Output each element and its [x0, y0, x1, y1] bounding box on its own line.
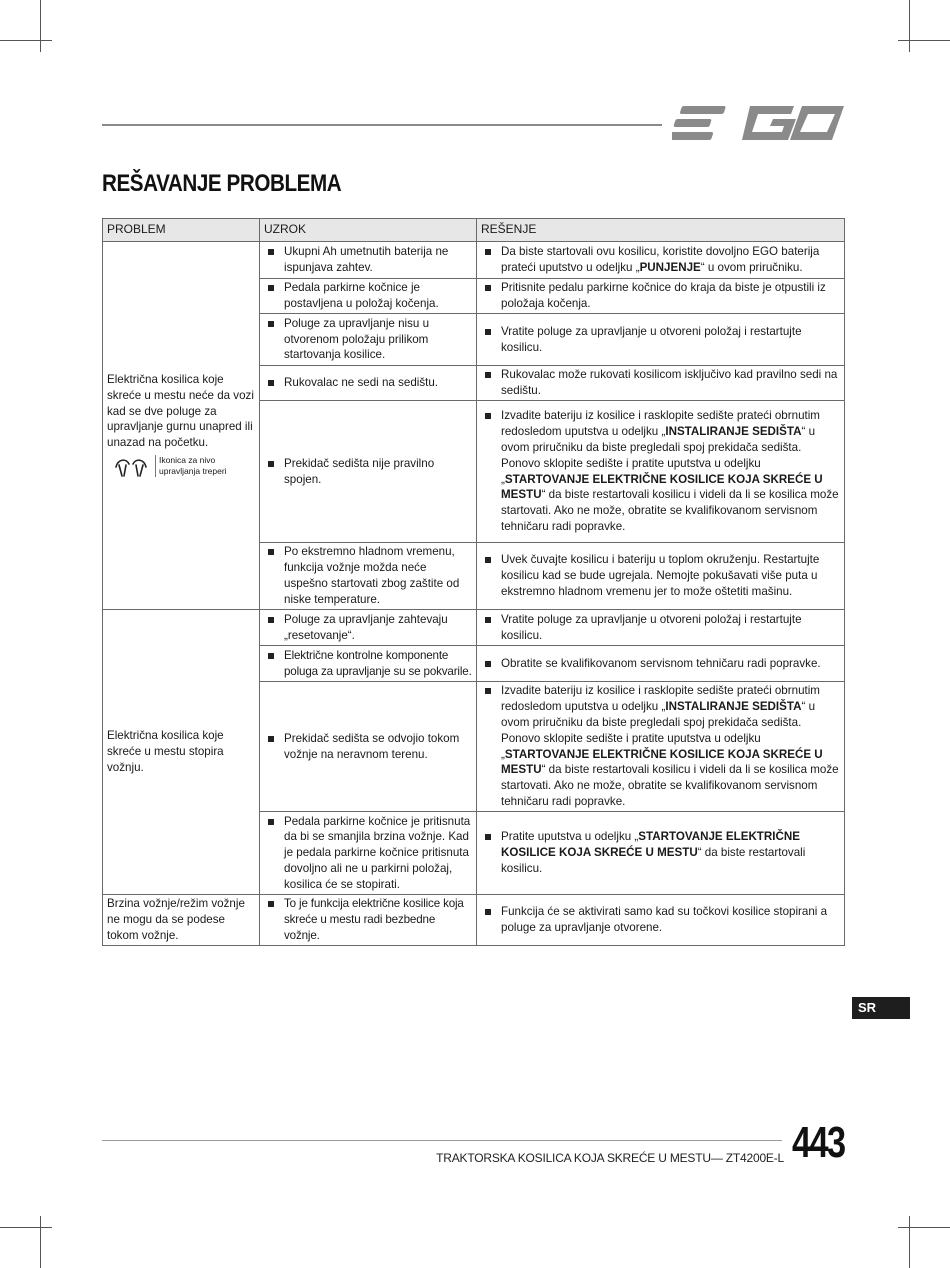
problem-text: Električna kosilica koje skreće u mestu stopira vožnju.	[107, 729, 224, 774]
solution-text: Funkcija će se aktivirati samo kad su točkovi kosilice stopirani a poluge za upravljanje otvorene.	[501, 905, 828, 934]
solution-cell	[477, 682, 845, 812]
crop-mark	[40, 1216, 41, 1268]
bullet-icon	[485, 372, 491, 378]
bullet-icon	[485, 285, 491, 291]
bullet-icon	[268, 380, 274, 386]
crop-mark	[898, 40, 950, 41]
bullet-icon	[485, 413, 491, 419]
cause-cell	[260, 646, 477, 682]
crop-mark	[909, 1216, 910, 1268]
bullet-icon	[485, 834, 491, 840]
cause-cell	[260, 682, 477, 812]
footer-rule	[102, 1140, 782, 1141]
problem-cell	[103, 610, 260, 895]
problem-cell	[103, 895, 260, 946]
bullet-icon	[485, 688, 491, 694]
page-title: REŠAVANJE PROBLEMA	[102, 170, 342, 197]
bullet-icon	[268, 653, 274, 659]
bullet-icon	[268, 819, 274, 825]
bullet-icon	[485, 557, 491, 563]
page-number: 443	[792, 1118, 845, 1167]
solution-text: Obratite se kvalifikovanom servisnom tehničaru radi popravke.	[501, 656, 821, 670]
bullet-icon	[268, 461, 274, 467]
solution-cell	[477, 401, 845, 543]
bullet-icon	[485, 249, 491, 255]
crop-mark	[0, 1227, 52, 1228]
table-row	[103, 242, 845, 279]
cause-cell	[260, 314, 477, 366]
solution-cell	[477, 646, 845, 682]
solution-text: Vratite poluge za upravljanje u otvoreni položaj i restartujte kosilicu.	[501, 324, 802, 354]
cause-text: Prekidač sedišta nije pravilno spojen.	[284, 456, 435, 486]
bullet-icon	[268, 321, 274, 327]
table-row	[103, 610, 845, 646]
bullet-icon	[268, 617, 274, 623]
header-cause: UZROK	[260, 219, 477, 242]
cause-text: To je funkcija električne kosilice koja skreće u mestu radi bezbedne vožnje.	[284, 897, 464, 942]
solution-cell	[477, 279, 845, 314]
cause-text: Poluge za upravljanje nisu u otvorenom položaju prilikom startovanja kosilice.	[284, 316, 430, 362]
solution-cell	[477, 314, 845, 366]
troubleshooting-table	[102, 218, 845, 946]
bullet-icon	[268, 285, 274, 291]
solution-cell	[477, 895, 845, 946]
bullet-icon	[485, 661, 491, 667]
solution-cell	[477, 812, 845, 895]
cause-cell	[260, 543, 477, 610]
bullet-icon	[268, 549, 274, 555]
solution-text: Rukovalac može rukovati kosilicom isključivo kad pravilno sedi na sedištu.	[501, 368, 838, 397]
cause-cell	[260, 610, 477, 646]
cause-cell	[260, 366, 477, 401]
cause-text: Pedala parkirne kočnice je pritisnuta da bi se smanjila brzina vožnje. Kad je pedala parkirne kočnice pritisnuta dovoljno ali ne u parkirni položaj, kosilica će se stopirati.	[284, 814, 471, 891]
header-problem: PROBLEM	[103, 219, 260, 242]
solution-text: Uvek čuvajte kosilicu i bateriju u toplom okruženju. Restartujte kosilicu kad se bude ugrejala. Nemojte pokušavati više puta u ekstremno hladnom vremenu jer to može oštetiti mašinu.	[501, 553, 820, 598]
problem-cell	[103, 242, 260, 610]
cause-cell	[260, 812, 477, 895]
bullet-icon	[485, 617, 491, 623]
cause-cell	[260, 279, 477, 314]
icon-note	[113, 455, 255, 479]
crop-mark	[0, 40, 52, 41]
table-row	[103, 895, 845, 946]
solution-cell	[477, 366, 845, 401]
cause-cell	[260, 242, 477, 279]
header-solution: REŠENJE	[477, 219, 845, 242]
footer-text: TRAKTORSKA KOSILICA KOJA SKREĆE U MESTU— ZT4200E-L	[436, 1151, 784, 1165]
bullet-icon	[485, 909, 491, 915]
table-header-row	[103, 219, 845, 242]
cause-text: Po ekstremno hladnom vremenu, funkcija vožnje možda neće uspešno startovati zbog zaštite od niske temperature.	[284, 545, 460, 606]
problem-text: Brzina vožnje/režim vožnje ne mogu da se podese tokom vožnje.	[107, 897, 245, 942]
bullet-icon	[268, 249, 274, 255]
cause-text: Rukovalac ne sedi na sedištu.	[284, 376, 439, 390]
solution-text: Izvadite bateriju iz kosilice i rasklopite sedište prateći obrnutim redosledom uputstva u odeljku „INSTALIRANJE SEDIŠTA“ u ovom priručniku da biste pregledali spoj prekidača sedišta. Ponovo sklopite sedište i pratite uputstva u odeljku „STARTOVANJE ELEKTRIČNE KOSILICE KOJA SKREĆE U MESTU“ da biste restartovali kosilicu i videli da li se kosilica može startovati. Ako ne može, obratite se kvalifikovanom servisnom tehničaru radi popravke.	[501, 409, 839, 533]
solution-cell	[477, 242, 845, 279]
solution-text: Pritisnite pedalu parkirne kočnice do kraja da biste je otpustili iz položaja kočenja.	[501, 281, 826, 310]
ego-logo	[672, 100, 844, 146]
cause-cell	[260, 895, 477, 946]
cause-text: Poluge za upravljanje zahtevaju „resetovanje“.	[284, 612, 448, 642]
bullet-icon	[268, 901, 274, 907]
crop-mark	[898, 1227, 950, 1228]
solution-text: Izvadite bateriju iz kosilice i rasklopite sedište prateći obrnutim redosledom uputstva u odeljku „INSTALIRANJE SEDIŠTA“ u ovom priručniku da biste pregledali spoj prekidača sedišta. Ponovo sklopite sedište i pratite uputstva u odeljku „STARTOVANJE ELEKTRIČNE KOSILICE KOJA SKREĆE U MESTU“ da biste restartovali kosilicu i videli da li se kosilica može startovati. Ako ne može, obratite se kvalifikovanom servisnom tehničaru radi popravke.	[501, 684, 839, 808]
solution-cell	[477, 610, 845, 646]
crop-mark	[40, 0, 41, 52]
language-tab: SR	[852, 997, 910, 1019]
solution-text: Da biste startovali ovu kosilicu, koristite dovoljno EGO baterija prateći uputstvo u odeljku „PUNJENJE“ u ovom priručniku.	[501, 245, 820, 274]
cause-text: Električne kontrolne komponente poluga za upravljanje su se pokvarile.	[284, 648, 472, 678]
bullet-icon	[268, 736, 274, 742]
cause-text: Prekidač sedišta se odvojio tokom vožnje na neravnom terenu.	[284, 731, 460, 761]
solution-text: Pratite uputstva u odeljku „STARTOVANJE ELEKTRIČNE KOSILICE KOJA SKREĆE U MESTU“ da biste restartovali kosilicu.	[501, 830, 806, 875]
crop-mark	[909, 0, 910, 52]
solution-cell	[477, 543, 845, 610]
cause-text: Ukupni Ah umetnutih baterija ne ispunjava zahtev.	[284, 245, 449, 274]
cause-text: Pedala parkirne kočnice je postavljena u položaj kočenja.	[284, 281, 439, 310]
problem-text: Električna kosilica koje skreće u mestu neće da vozi kad se dve poluge za upravljanje gurnu unapred ili unazad na početku.	[107, 373, 254, 450]
solution-text: Vratite poluge za upravljanje u otvoreni položaj i restartujte kosilicu.	[501, 612, 802, 642]
header-rule	[102, 124, 662, 126]
steering-levers-icon	[113, 455, 149, 479]
cause-cell	[260, 401, 477, 543]
icon-caption: Ikonica za nivo upravljanja treperi	[155, 455, 255, 477]
bullet-icon	[485, 329, 491, 335]
